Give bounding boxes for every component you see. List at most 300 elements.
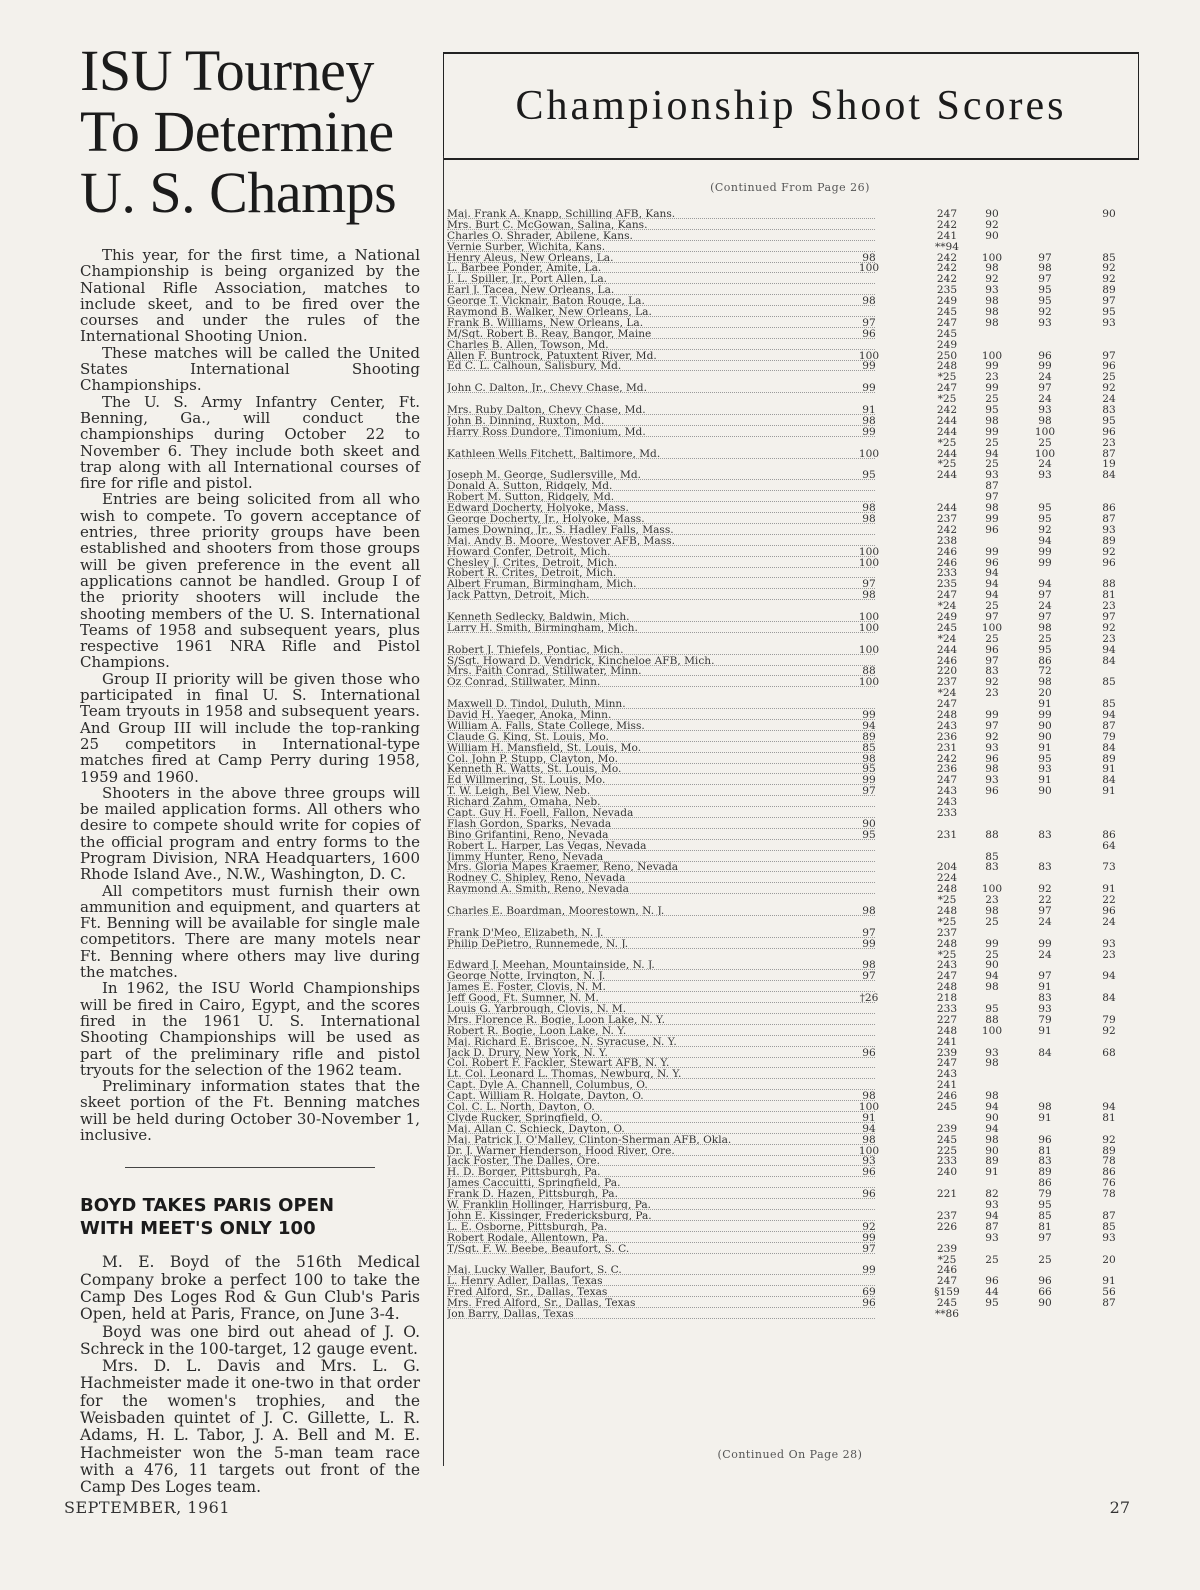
score-cell: 93: [985, 741, 999, 754]
shooter-name-text: Bino Grifantini, Reno, Nevada: [447, 830, 611, 840]
score-row: [447, 982, 1127, 993]
score-row: [447, 1276, 1127, 1287]
score-cell: 249: [936, 338, 958, 351]
score-cell: 93: [985, 1046, 999, 1059]
score-cell: 88: [862, 665, 876, 678]
score-row: [447, 525, 1127, 536]
score-cell: 99: [862, 708, 876, 721]
shooter-name-text: Robert L. Harper, Las Vegas, Nevada: [447, 841, 649, 851]
shooter-name: [447, 1200, 875, 1210]
shooter-name: [447, 688, 875, 697]
score-row: [447, 1037, 1127, 1048]
score-cell: 89: [862, 730, 876, 743]
shooter-name: [447, 1102, 875, 1112]
score-cell: 245: [936, 306, 958, 319]
score-cell: 231: [936, 828, 958, 841]
score-row: [447, 1178, 1127, 1189]
score-row: [447, 340, 1127, 351]
column-divider: [443, 156, 444, 1466]
score-cell: 246: [936, 1264, 958, 1277]
score-cell: 94: [862, 719, 876, 732]
score-cell: 24: [1102, 915, 1116, 928]
boyd-paragraph: Boyd was one bird out ahead of J. O. Schreck in the 100-target, 12 gauge event.: [80, 1322, 420, 1358]
scores-table: [447, 209, 1127, 1320]
shooter-name: [447, 547, 875, 557]
score-cell: 85: [1102, 676, 1116, 689]
score-cell: 99: [1038, 708, 1052, 721]
score-cell: 98: [985, 1090, 999, 1103]
shooter-name-text: James Caccuitti, Springfield, Pa.: [447, 1178, 624, 1188]
shooter-name: [447, 841, 875, 851]
score-cell: 91: [1038, 981, 1052, 994]
article-paragraph: In 1962, the ISU World Championships will be fired in Cairo, Egypt, and the scores fired in the 1961 U. S. International Shooting Championships will be used as part of the preliminary rifle and pistol tryouts for the selection of the 1962 team.: [80, 979, 420, 1079]
score-row: [447, 950, 1127, 961]
score-row: [447, 1058, 1127, 1069]
shooter-name: [447, 340, 875, 350]
scores-title-box: [443, 52, 1139, 160]
shooter-name: [447, 536, 875, 546]
shooter-name: [447, 481, 875, 491]
score-cell: 100: [981, 1024, 1003, 1037]
score-cell: 95: [1038, 284, 1052, 297]
score-cell: 99: [985, 708, 999, 721]
shooter-name: [447, 732, 875, 742]
score-cell: 88: [1102, 578, 1116, 591]
score-cell: 242: [936, 404, 958, 417]
score-cell: 92: [985, 218, 999, 231]
score-cell: 88: [985, 828, 999, 841]
score-cell: 94: [1102, 708, 1116, 721]
shooter-name-text: Jon Barry, Dallas, Texas: [447, 1309, 577, 1319]
score-cell: 22: [1038, 894, 1052, 907]
shooter-name-text: Claude G. King, St. Louis, Mo.: [447, 732, 612, 742]
shooter-name: [447, 993, 875, 1003]
score-cell: 97: [862, 578, 876, 591]
score-cell: 87: [985, 480, 999, 493]
score-row: [447, 797, 1127, 808]
shooter-name: [447, 852, 875, 862]
score-cell: 100: [1034, 425, 1056, 438]
shooter-name-text: Kathleen Wells Fitchett, Baltimore, Md.: [447, 449, 663, 459]
score-cell: 79: [1102, 1013, 1116, 1026]
score-cell: 245: [936, 1133, 958, 1146]
score-cell: 100: [858, 349, 880, 362]
shooter-name-text: Capt. William R. Holgate, Dayton, O.: [447, 1091, 647, 1101]
score-row: [447, 1080, 1127, 1091]
score-row: [447, 895, 1127, 906]
shooter-name-text: Richard Zahm, Omaha, Neb.: [447, 797, 604, 807]
shooter-name: [447, 242, 875, 252]
score-cell: 99: [862, 937, 876, 950]
score-row: [447, 449, 1127, 460]
score-cell: 95: [1038, 752, 1052, 765]
score-cell: 238: [936, 534, 958, 547]
score-cell: 94: [985, 1209, 999, 1222]
shooter-name: [447, 1233, 875, 1243]
shooter-name-text: Allen F. Buntrock, Patuxtent River, Md.: [447, 351, 660, 361]
shooter-name: [447, 1255, 875, 1264]
score-row: [447, 481, 1127, 492]
score-row: [447, 873, 1127, 884]
shooter-name: [447, 982, 875, 992]
score-row: [447, 1135, 1127, 1146]
shooter-name: [447, 525, 875, 535]
score-cell: 83: [1102, 404, 1116, 417]
score-row: [447, 830, 1127, 841]
score-cell: 97: [1038, 905, 1052, 917]
score-cell: 85: [985, 850, 999, 863]
shooter-name: [447, 1015, 875, 1025]
score-cell: 100: [858, 1144, 880, 1157]
score-cell: 83: [1038, 992, 1052, 1005]
shooter-name: [447, 721, 875, 731]
score-cell: 95: [1038, 295, 1052, 308]
score-cell: 25: [1102, 371, 1116, 384]
score-cell: 83: [985, 861, 999, 874]
shooter-name: [447, 1244, 875, 1254]
score-cell: 85: [862, 741, 876, 754]
score-cell: 97: [1102, 610, 1116, 623]
score-cell: *25: [937, 371, 957, 384]
score-cell: 98: [985, 763, 999, 776]
score-cell: 79: [1038, 1013, 1052, 1026]
score-cell: *25: [937, 436, 957, 449]
shooter-name: [447, 558, 875, 568]
score-cell: 83: [1038, 828, 1052, 841]
score-row: [447, 656, 1127, 667]
score-row: [447, 220, 1127, 231]
score-row: [447, 688, 1127, 699]
score-row: [447, 579, 1127, 590]
score-cell: 83: [1038, 1155, 1052, 1168]
score-cell: 247: [936, 970, 958, 983]
score-cell: 91: [1038, 774, 1052, 787]
score-row: [447, 623, 1127, 634]
boyd-paragraph: M. E. Boyd of the 516th Medical Company broke a perfect 100 to take the Camp Des Loges Rod & Gun Club's Paris Open, held at Paris, France, on June 3-4.: [80, 1253, 420, 1324]
shooter-name: [447, 884, 875, 894]
score-cell: 95: [1038, 512, 1052, 525]
shooter-name: [447, 209, 875, 219]
score-row: [447, 971, 1127, 982]
score-cell: 241: [936, 1035, 958, 1048]
score-cell: 87: [1102, 1209, 1116, 1222]
score-cell: 24: [1038, 915, 1052, 928]
score-cell: 64: [1102, 839, 1116, 852]
shooter-name-text: Raymond B. Walker, New Orleans, La.: [447, 307, 655, 317]
score-cell: 87: [1102, 719, 1116, 732]
score-row: [447, 253, 1127, 264]
score-row: [447, 405, 1127, 416]
score-cell: 250: [936, 349, 958, 362]
score-row: [447, 1091, 1127, 1102]
shooter-name-text: L. Barbee Ponder, Amite, La.: [447, 263, 604, 273]
score-cell: 233: [936, 1003, 958, 1016]
shooter-name-text: W. Franklin Hollinger, Harrisburg, Pa.: [447, 1200, 654, 1210]
score-row: [447, 601, 1127, 612]
score-row: [447, 558, 1127, 569]
score-cell: 95: [862, 828, 876, 841]
shooter-name-text: William H. Mansfield, St. Louis, Mo.: [447, 743, 644, 753]
score-cell: 100: [1034, 447, 1056, 460]
score-cell: 99: [985, 360, 999, 373]
score-row: [447, 1015, 1127, 1026]
score-row: [447, 1233, 1127, 1244]
score-cell: 246: [936, 556, 958, 569]
score-cell: 79: [1038, 1188, 1052, 1201]
score-cell: 89: [1102, 1144, 1116, 1157]
score-cell: 25: [1038, 1253, 1052, 1266]
score-cell: 97: [1038, 382, 1052, 395]
score-cell: 95: [985, 1297, 999, 1310]
score-cell: 84: [1102, 992, 1116, 1005]
shooter-name: [447, 786, 875, 796]
shooter-name-text: Donald A. Sutton, Ridgely, Md.: [447, 481, 615, 491]
score-cell: 87: [1102, 447, 1116, 460]
score-cell: 98: [862, 414, 876, 427]
score-cell: 99: [985, 382, 999, 395]
score-cell: 83: [985, 665, 999, 678]
score-row: [447, 351, 1127, 362]
score-cell: 243: [936, 1068, 958, 1081]
shooter-name-text: Kenneth R. Watts, St. Louis, Mo.: [447, 764, 624, 774]
score-cell: 96: [1038, 349, 1052, 362]
score-cell: 24: [1102, 393, 1116, 406]
shooter-name-text: Dr. J. Warner Henderson, Hood River, Ore.: [447, 1146, 678, 1156]
score-cell: 237: [936, 1209, 958, 1222]
shooter-name-text: S/Sgt. Howard D. Vendrick, Kincheloe AFB, Mich.: [447, 656, 717, 666]
score-cell: 242: [936, 273, 958, 286]
shooter-name-text: Jeff Good, Ft. Sumner, N. M.: [447, 993, 602, 1003]
score-cell: 98: [985, 316, 999, 329]
score-row: [447, 470, 1127, 481]
shooter-name-text: Capt. Guy H. Foell, Fallon, Nevada: [447, 808, 636, 818]
score-cell: 95: [1038, 1199, 1052, 1212]
score-row: [447, 590, 1127, 601]
score-cell: 224: [936, 872, 958, 885]
score-cell: 24: [1038, 600, 1052, 613]
boyd-headline: [80, 1194, 420, 1240]
score-cell: 23: [1102, 600, 1116, 613]
shooter-name: [447, 928, 875, 938]
score-row: [447, 492, 1127, 503]
shooter-name: [447, 656, 875, 666]
score-cell: 98: [1038, 621, 1052, 634]
score-cell: 81: [1102, 589, 1116, 602]
shooter-name-text: Howard Confer, Detroit, Mich.: [447, 547, 614, 557]
score-cell: 99: [862, 360, 876, 373]
score-row: [447, 372, 1127, 383]
score-cell: 97: [862, 316, 876, 329]
score-cell: 100: [858, 545, 880, 558]
score-cell: 248: [936, 981, 958, 994]
shooter-name: [447, 743, 875, 753]
score-cell: 100: [858, 643, 880, 656]
score-cell: 98: [862, 295, 876, 308]
shooter-name-text: Raymond A. Smith, Reno, Nevada: [447, 884, 632, 894]
score-row: [447, 361, 1127, 372]
score-cell: 99: [862, 425, 876, 438]
score-cell: 99: [862, 1231, 876, 1244]
score-cell: 244: [936, 425, 958, 438]
score-cell: 97: [1038, 970, 1052, 983]
score-cell: 96: [1038, 1133, 1052, 1146]
page-number: 27: [1109, 1498, 1130, 1517]
shooter-name: [447, 906, 875, 916]
shooter-name: [447, 601, 875, 610]
score-cell: 248: [936, 937, 958, 950]
score-cell: 97: [1102, 295, 1116, 308]
shooter-name-text: Mrs. Gloria Mapes Kraemer, Reno, Nevada: [447, 862, 681, 872]
score-cell: 244: [936, 447, 958, 460]
score-cell: 24: [1038, 371, 1052, 384]
shooter-name-text: John E. Kissinger, Fredericksburg, Pa.: [447, 1211, 655, 1221]
score-cell: 226: [936, 1220, 958, 1233]
score-row: [447, 438, 1127, 449]
boyd-article-body: [80, 1254, 420, 1496]
shooter-name-text: M/Sgt. Robert B. Reay, Bangor, Maine: [447, 329, 654, 339]
score-cell: 249: [936, 295, 958, 308]
score-cell: 243: [936, 785, 958, 798]
score-cell: 98: [985, 1133, 999, 1146]
shooter-name: [447, 253, 875, 263]
score-cell: 94: [1102, 643, 1116, 656]
shooter-name: [447, 1037, 875, 1047]
shooter-name: [447, 939, 875, 949]
score-row: [447, 699, 1127, 710]
score-cell: 99: [985, 937, 999, 950]
score-cell: 233: [936, 1155, 958, 1168]
score-cell: 98: [862, 905, 876, 917]
score-cell: 76: [1102, 1177, 1116, 1190]
score-cell: 91: [1102, 763, 1116, 776]
score-cell: 81: [1038, 1220, 1052, 1233]
score-cell: 89: [1102, 534, 1116, 547]
shooter-name: [447, 808, 875, 818]
score-cell: 91: [985, 1166, 999, 1179]
article-paragraph: Preliminary information states that the skeet portion of the Ft. Benning matches will be held during October 30-November 1, inclusive.: [80, 1077, 420, 1145]
score-cell: §159: [934, 1286, 960, 1299]
score-row: [447, 547, 1127, 558]
score-cell: *25: [937, 1253, 957, 1266]
score-cell: 97: [1102, 349, 1116, 362]
score-cell: 93: [862, 1155, 876, 1168]
score-row: [447, 1189, 1127, 1200]
score-cell: 98: [1038, 262, 1052, 275]
score-cell: 100: [858, 621, 880, 634]
score-row: [447, 242, 1127, 253]
shooter-name-text: Charles B. Allen, Towson, Md.: [447, 340, 612, 350]
score-cell: 247: [936, 589, 958, 602]
score-cell: 23: [1102, 632, 1116, 645]
shooter-name: [447, 372, 875, 381]
shooter-name: [447, 1178, 875, 1188]
score-cell: 25: [985, 436, 999, 449]
shooter-name-text: Jack Pattyn, Detroit, Mich.: [447, 590, 593, 600]
shooter-name-text: James E. Foster, Clovis, N. M.: [447, 982, 609, 992]
score-cell: 84: [1102, 741, 1116, 754]
score-cell: 96: [985, 785, 999, 798]
article-headline: [80, 40, 420, 223]
score-cell: 98: [1038, 414, 1052, 427]
score-cell: 98: [985, 502, 999, 515]
boyd-headline-line: WITH MEET'S ONLY 100: [80, 1218, 316, 1240]
score-cell: 91: [1038, 698, 1052, 711]
shooter-name-text: Jack D. Drury, New York, N. Y.: [447, 1048, 611, 1058]
score-row: [447, 1156, 1127, 1167]
shooter-name: [447, 307, 875, 317]
shooter-name-text: Mrs. Fred Alford, Sr., Dallas, Texas: [447, 1298, 638, 1308]
score-cell: 100: [858, 447, 880, 460]
score-cell: 91: [1038, 741, 1052, 754]
shooter-name-text: Col. C. L. North, Dayton, O.: [447, 1102, 598, 1112]
shooter-name-text: Clyde Rucker, Springfield, O.: [447, 1113, 606, 1123]
score-cell: 86: [1038, 1177, 1052, 1190]
score-cell: 91: [1102, 1275, 1116, 1288]
shooter-name-text: Frank B. Williams, New Orleans, La.: [447, 318, 646, 328]
shooter-name-text: J. L. Spiller, Jr., Port Allen, La.: [447, 274, 610, 284]
score-cell: 247: [936, 316, 958, 329]
score-row: [447, 786, 1127, 797]
shooter-name: [447, 1309, 875, 1319]
score-cell: 96: [862, 1166, 876, 1179]
score-cell: 92: [1102, 262, 1116, 275]
score-cell: 96: [985, 523, 999, 536]
score-cell: 25: [985, 915, 999, 928]
score-cell: 93: [985, 1231, 999, 1244]
score-row: [447, 263, 1127, 274]
score-cell: 96: [985, 1275, 999, 1288]
shooter-name: [447, 318, 875, 328]
score-cell: 99: [985, 512, 999, 525]
score-row: [447, 1113, 1127, 1124]
score-cell: 247: [936, 382, 958, 395]
score-row: [447, 634, 1127, 645]
shooter-name-text: Fred Alford, Sr., Dallas, Texas: [447, 1287, 610, 1297]
score-cell: 96: [862, 1188, 876, 1201]
score-cell: 99: [1038, 556, 1052, 569]
shooter-name: [447, 971, 875, 981]
score-cell: 244: [936, 643, 958, 656]
score-cell: *25: [937, 458, 957, 471]
score-cell: 98: [1038, 676, 1052, 689]
score-row: [447, 1124, 1127, 1135]
score-row: [447, 459, 1127, 470]
score-cell: 72: [1038, 665, 1052, 678]
shooter-name-text: Maj. Andy B. Moore, Westover AFB, Mass.: [447, 536, 678, 546]
score-cell: 97: [1038, 589, 1052, 602]
score-cell: 84: [1102, 469, 1116, 482]
score-cell: 93: [1038, 469, 1052, 482]
score-row: [447, 1222, 1127, 1233]
score-cell: 93: [985, 774, 999, 787]
shooter-name: [447, 220, 875, 230]
score-row: [447, 1167, 1127, 1178]
score-cell: 92: [985, 273, 999, 286]
score-cell: 245: [936, 1101, 958, 1114]
score-row: [447, 808, 1127, 819]
score-row: [447, 677, 1127, 688]
score-cell: 96: [1102, 360, 1116, 373]
score-cell: 94: [1038, 578, 1052, 591]
score-cell: 93: [985, 469, 999, 482]
shooter-name-text: T. W. Leigh, Bel View, Neb.: [447, 786, 593, 796]
score-cell: 89: [985, 1155, 999, 1168]
score-cell: 239: [936, 1046, 958, 1059]
score-cell: 98: [862, 1090, 876, 1103]
score-cell: 247: [936, 774, 958, 787]
score-row: [447, 514, 1127, 525]
score-cell: 94: [985, 970, 999, 983]
